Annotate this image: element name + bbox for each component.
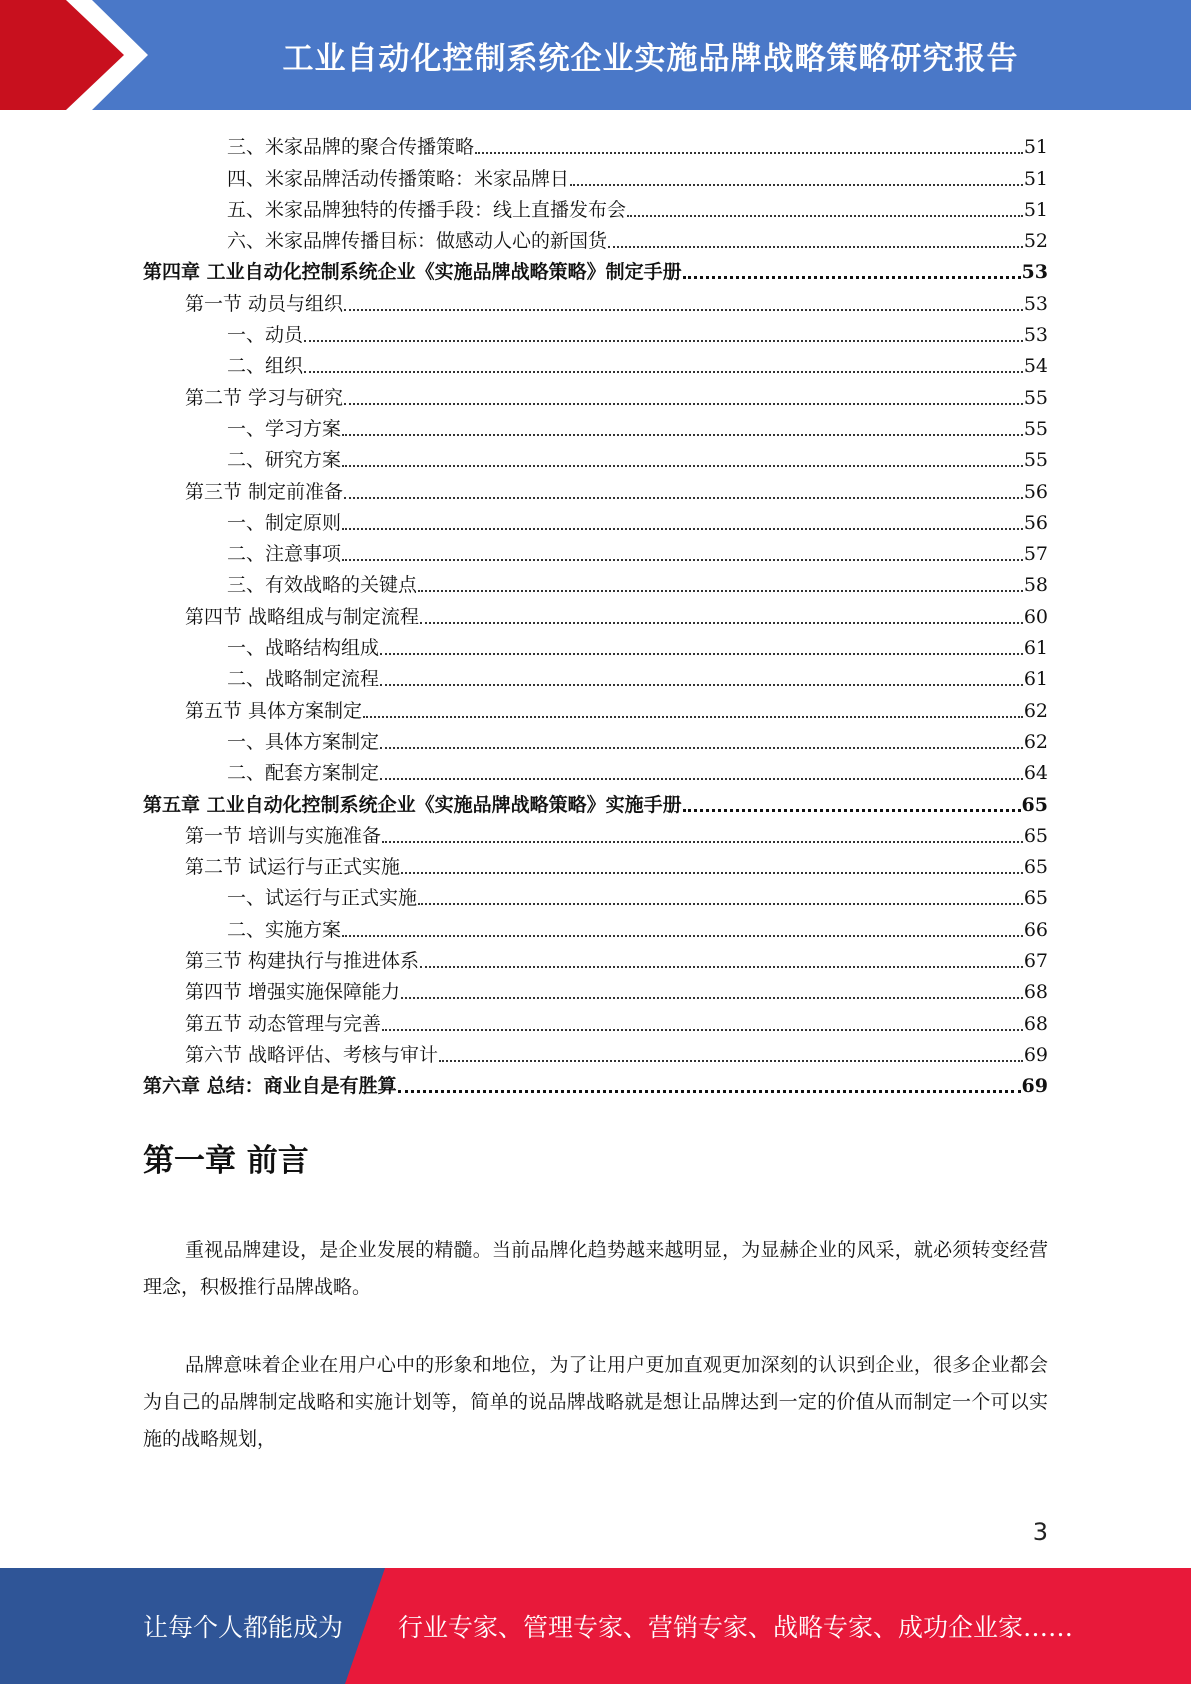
toc-entry-title: 二、配套方案制定 [227, 762, 380, 785]
toc-entry-section[interactable] [143, 973, 1048, 1004]
toc-dot-leader [627, 214, 1023, 217]
toc-dot-leader [342, 558, 1023, 561]
toc-entry-section[interactable] [143, 378, 1048, 409]
toc-dot-leader [418, 902, 1023, 905]
toc-entry-item[interactable] [143, 128, 1048, 159]
toc-entry-title: 一、制定原则 [227, 511, 342, 534]
toc-entry-page: 61 [1023, 668, 1048, 691]
toc-entry-title: 一、战略结构组成 [227, 637, 380, 660]
toc-entry-page: 62 [1023, 730, 1048, 753]
toc-entry-chapter[interactable] [143, 253, 1048, 284]
toc-entry-item[interactable] [143, 159, 1048, 190]
toc-entry-item[interactable] [143, 723, 1048, 754]
toc-dot-leader [683, 808, 1021, 812]
toc-entry-page: 65 [1021, 793, 1048, 816]
toc-entry-section[interactable] [143, 1036, 1048, 1067]
toc-entry-section[interactable] [143, 691, 1048, 722]
toc-entry-title: 第六章 总结：商业自是有胜算 [143, 1075, 397, 1098]
toc-dot-leader [304, 370, 1023, 373]
toc-entry-title: 三、有效战略的关键点 [227, 574, 418, 597]
page-number: 3 [1032, 1518, 1048, 1546]
toc-dot-leader [380, 683, 1023, 686]
toc-entry-page: 55 [1023, 386, 1048, 409]
chapter-heading: 第一章 前言 [143, 1143, 309, 1179]
footer-slogan-right: 行业专家、管理专家、营销专家、战略专家、成功企业家…… [398, 1613, 1074, 1642]
toc-entry-title: 第一节 动员与组织 [185, 292, 344, 315]
toc-entry-item[interactable] [143, 566, 1048, 597]
toc-dot-leader [344, 496, 1023, 499]
toc-dot-leader [363, 715, 1023, 718]
toc-entry-page: 51 [1023, 198, 1048, 221]
toc-entry-page: 55 [1023, 449, 1048, 472]
toc-entry-section[interactable] [143, 942, 1048, 973]
toc-dot-leader [683, 275, 1021, 279]
toc-dot-leader [608, 245, 1023, 248]
toc-entry-page: 61 [1023, 637, 1048, 660]
toc-entry-page: 52 [1023, 230, 1048, 253]
toc-dot-leader [439, 1059, 1023, 1062]
page-header [0, 0, 1191, 110]
paragraph-2 [143, 1347, 1048, 1458]
toc-entry-item[interactable] [143, 910, 1048, 941]
toc-entry-page: 56 [1023, 480, 1048, 503]
toc-dot-leader [342, 464, 1023, 467]
toc-entry-section[interactable] [143, 472, 1048, 503]
toc-entry-title: 第五节 具体方案制定 [185, 699, 363, 722]
toc-entry-title: 第六节 战略评估、考核与审计 [185, 1043, 439, 1066]
toc-entry-page: 62 [1023, 699, 1048, 722]
toc-dot-leader [382, 1028, 1023, 1031]
toc-entry-section[interactable] [143, 1004, 1048, 1035]
toc-dot-leader [570, 183, 1023, 186]
toc-entry-page: 57 [1023, 543, 1048, 566]
toc-entry-item[interactable] [143, 629, 1048, 660]
toc-entry-page: 69 [1023, 1043, 1048, 1066]
toc-dot-leader [475, 151, 1023, 154]
toc-dot-leader [401, 996, 1023, 999]
toc-entry-title: 第四节 战略组成与制定流程 [185, 605, 420, 628]
paragraph-text: 品牌意味着企业在用户心中的形象和地位，为了让用户更加直观更加深刻的认识到企业，很多企业都会为自己的品牌制定战略和实施计划等，简单的说品牌战略就是想让品牌达到一定的价值从而制定一个可以实施的战略规划， [143, 1354, 1048, 1450]
toc-entry-page: 64 [1023, 762, 1048, 785]
toc-entry-item[interactable] [143, 410, 1048, 441]
toc-entry-title: 二、组织 [227, 355, 304, 378]
toc-dot-leader [401, 871, 1023, 874]
toc-entry-page: 51 [1023, 167, 1048, 190]
toc-dot-leader [304, 339, 1023, 342]
toc-entry-page: 68 [1023, 1012, 1048, 1035]
toc-entry-item[interactable] [143, 504, 1048, 535]
toc-entry-section[interactable] [143, 817, 1048, 848]
toc-dot-leader [380, 777, 1023, 780]
toc-entry-title: 二、战略制定流程 [227, 668, 380, 691]
toc-entry-title: 第四章 工业自动化控制系统企业《实施品牌战略策略》制定手册 [143, 261, 682, 284]
report-title: 工业自动化控制系统企业实施品牌战略策略研究报告 [282, 40, 1019, 77]
toc-entry-title: 五、米家品牌独特的传播手段：线上直播发布会 [227, 198, 627, 221]
toc-dot-leader [420, 621, 1023, 624]
toc-entry-page: 51 [1023, 136, 1048, 159]
paragraph-text: 重视品牌建设，是企业发展的精髓。当前品牌化趋势越来越明显，为显赫企业的风采，就必须转变经营理念，积极推行品牌战略。 [143, 1239, 1048, 1298]
toc-entry-page: 54 [1023, 355, 1048, 378]
toc-entry-title: 第二节 试运行与正式实施 [185, 856, 401, 879]
toc-entry-page: 53 [1021, 261, 1048, 284]
toc-entry-page: 65 [1023, 824, 1048, 847]
toc-entry-title: 二、研究方案 [227, 449, 342, 472]
toc-entry-item[interactable] [143, 879, 1048, 910]
toc-entry-item[interactable] [143, 754, 1048, 785]
toc-entry-title: 第五节 动态管理与完善 [185, 1012, 382, 1035]
toc-dot-leader [418, 589, 1023, 592]
toc-entry-page: 69 [1021, 1075, 1048, 1098]
toc-entry-section[interactable] [143, 848, 1048, 879]
toc-entry-page: 66 [1023, 918, 1048, 941]
toc-entry-title: 二、实施方案 [227, 918, 342, 941]
toc-entry-item[interactable] [143, 347, 1048, 378]
paragraph-1 [143, 1232, 1048, 1306]
toc-entry-title: 一、学习方案 [227, 417, 342, 440]
toc-dot-leader [344, 308, 1023, 311]
toc-entry-title: 第五章 工业自动化控制系统企业《实施品牌战略策略》实施手册 [143, 793, 682, 816]
toc-entry-section[interactable] [143, 597, 1048, 628]
toc-entry-title: 三、米家品牌的聚合传播策略 [227, 136, 475, 159]
toc-entry-page: 60 [1023, 605, 1048, 628]
toc-entry-title: 一、动员 [227, 324, 304, 347]
toc-entry-title: 第三节 制定前准备 [185, 480, 344, 503]
toc-dot-leader [380, 652, 1023, 655]
toc-entry-title: 一、试运行与正式实施 [227, 887, 418, 910]
toc-entry-title: 一、具体方案制定 [227, 730, 380, 753]
toc-dot-leader [342, 527, 1023, 530]
toc-dot-leader [342, 433, 1023, 436]
toc-entry-page: 53 [1023, 292, 1048, 315]
table-of-contents [143, 128, 1048, 1098]
toc-entry-title: 二、注意事项 [227, 543, 342, 566]
toc-dot-leader [342, 934, 1023, 937]
toc-entry-item[interactable] [143, 441, 1048, 472]
toc-entry-page: 65 [1023, 856, 1048, 879]
toc-entry-title: 第三节 构建执行与推进体系 [185, 950, 420, 973]
toc-entry-page: 56 [1023, 511, 1048, 534]
toc-dot-leader [398, 1089, 1021, 1093]
toc-dot-leader [382, 840, 1023, 843]
toc-entry-title: 第四节 增强实施保障能力 [185, 981, 401, 1004]
toc-dot-leader [380, 746, 1023, 749]
toc-entry-chapter[interactable] [143, 785, 1048, 816]
toc-dot-leader [344, 402, 1023, 405]
toc-entry-page: 67 [1023, 950, 1048, 973]
toc-entry-title: 四、米家品牌活动传播策略：米家品牌日 [227, 167, 570, 190]
toc-entry-title: 第一节 培训与实施准备 [185, 824, 382, 847]
toc-entry-item[interactable] [143, 222, 1048, 253]
toc-entry-item[interactable] [143, 316, 1048, 347]
toc-entry-page: 58 [1023, 574, 1048, 597]
toc-dot-leader [420, 965, 1023, 968]
toc-entry-item[interactable] [143, 191, 1048, 222]
toc-entry-page: 68 [1023, 981, 1048, 1004]
toc-entry-page: 53 [1023, 324, 1048, 347]
toc-entry-page: 65 [1023, 887, 1048, 910]
toc-entry-item[interactable] [143, 660, 1048, 691]
toc-entry-title: 第二节 学习与研究 [185, 386, 344, 409]
footer-slogan-left: 让每个人都能成为 [143, 1613, 344, 1642]
toc-entry-chapter[interactable] [143, 1067, 1048, 1098]
toc-entry-item[interactable] [143, 535, 1048, 566]
page-footer [0, 1568, 1191, 1684]
toc-entry-title: 六、米家品牌传播目标：做感动人心的新国货 [227, 230, 608, 253]
toc-entry-page: 55 [1023, 417, 1048, 440]
toc-entry-section[interactable] [143, 284, 1048, 315]
